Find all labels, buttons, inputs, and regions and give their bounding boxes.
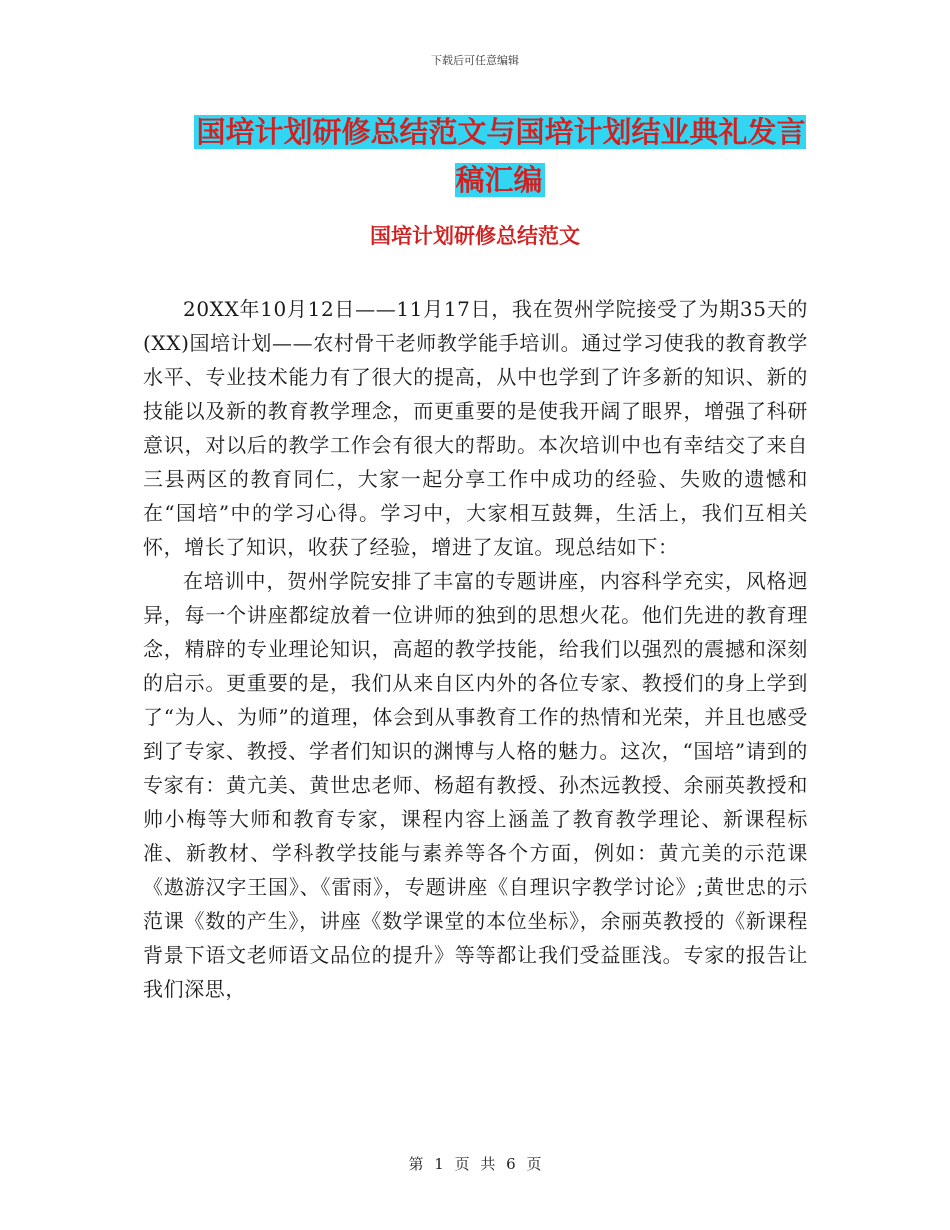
page-number-footer: 第 1 页 共 6 页 [408,1155,542,1173]
section-title: 国培计划研修总结范文 [370,224,580,248]
document-title-text: 国培计划研修总结范文与国培计划结业典礼发言稿汇编 [196,115,806,197]
document-title [190,108,810,204]
header-note: 下载后可任意编辑 [431,54,519,67]
paragraph: 在培训中，贺州学院安排了丰富的专题讲座，内容科学充实，风格迥异，每一个讲座都绽放着一位讲师的独到的思想火花。他们先进的教育理念，精辟的专业理论知识，高超的教学技能，给我们以强烈的震撼和深刻的启示。更重要的是，我们从来自区内外的各位专家、教授们的身上学到了“为人、为师”的道理，体会到从事教育工作的热情和光荣，并且也感受到了专家、教授、学者们知识的渊博与人格的魅力。这次，“国培”请到的专家有：黄亢美、黄世忠老师、杨超有教授、孙杰远教授、余丽英教授和帅小梅等大师和教育专家，课程内容上涵盖了教育教学理论、新课程标准、新教材、学科教学技能与素养等各个方面，例如：黄亢美的示范课《遨游汉字王国》、《雷雨》，专题讲座《自理识字教学讨论》;黄世忠的示范课《数的产生》，讲座《数学课堂的本位坐标》，余丽英教授的《新课程背景下语文老师语文品位的提升》等等都让我们受益匪浅。专家的报告让我们深思， [143,569,808,1001]
paragraph: 20XX年10月12日——11月17日，我在贺州学院接受了为期35天的(XX)国培计划——农村骨干老师教学能手培训。通过学习使我的教育教学水平、专业技术能力有了很大的提高，从中也学到了许多新的知识、新的技能以及新的教育教学理念，而更重要的是使我开阔了眼界，增强了科研意识，对以后的教学工作会有很大的帮助。本次培训中也有幸结交了来自三县两区的教育同仁，大家一起分享工作中成功的经验、失败的遗憾和在“国培”中的学习心得。学习中，大家相互鼓舞，生活上，我们互相关怀，增长了知识，收获了经验，增进了友谊。现总结如下： [143,297,808,559]
document-body [143,292,808,1006]
